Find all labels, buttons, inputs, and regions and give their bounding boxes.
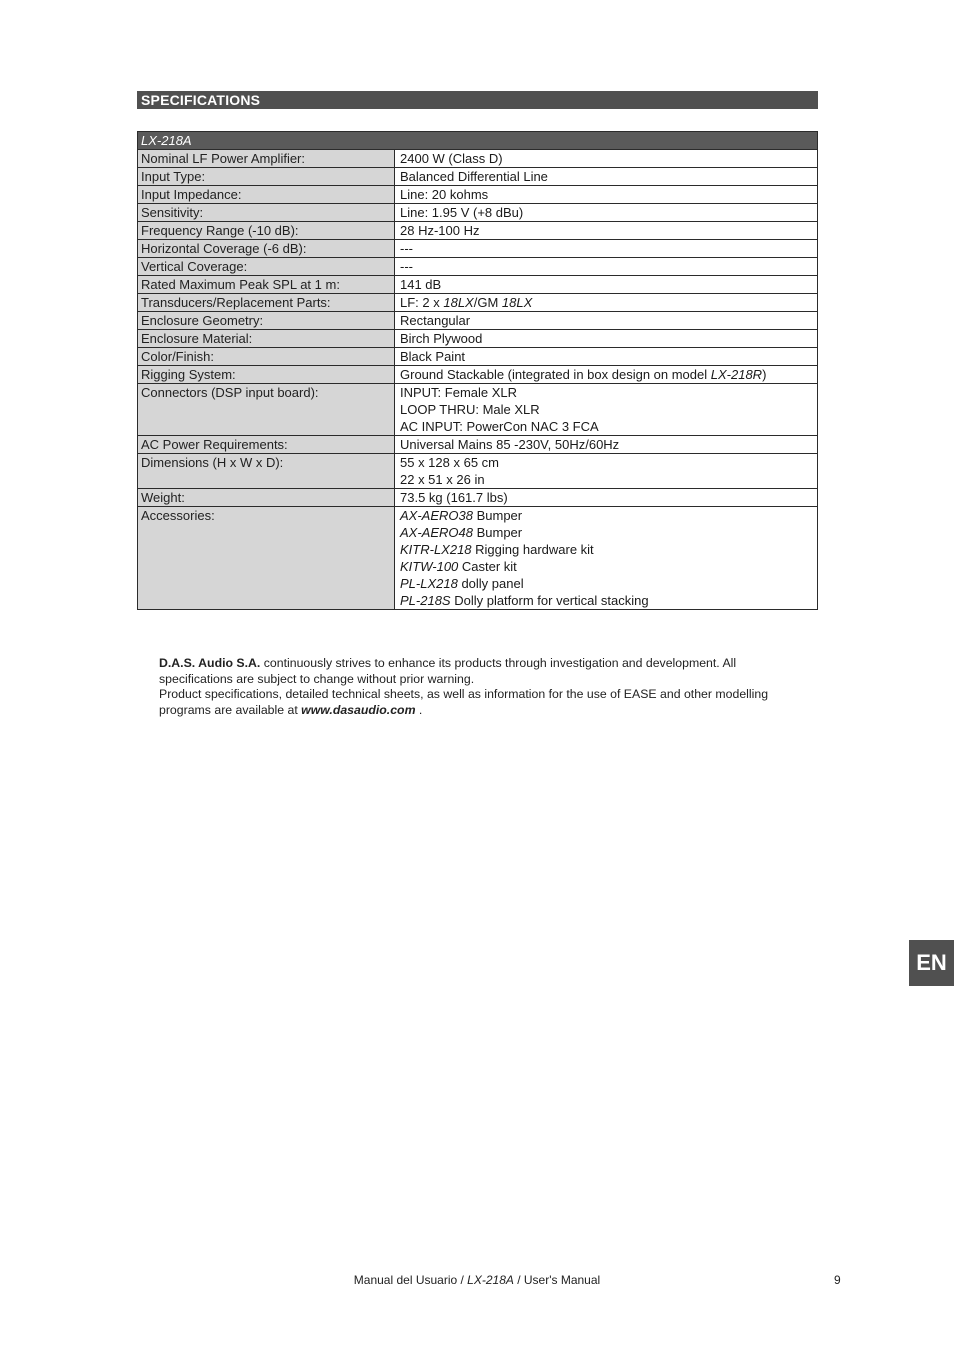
footer-left: Manual del Usuario / [353, 1273, 468, 1287]
spec-row-max-spl [138, 276, 818, 294]
accessory-model: PL-LX218 [400, 576, 458, 591]
dimension-line: 55 x 128 x 65 cm [400, 455, 499, 470]
accessory-item [400, 541, 814, 558]
spec-value [395, 294, 818, 312]
accessory-item [400, 592, 814, 609]
spec-value [395, 366, 818, 384]
accessory-model: AX-AERO48 [400, 525, 473, 540]
spec-label: Accessories: [138, 507, 395, 610]
rigging-model: LX-218R [710, 367, 763, 382]
specifications-table-body [138, 132, 818, 610]
note-paragraph-1 [137, 656, 787, 687]
replacement-model: 18LX [501, 295, 533, 310]
spec-row-enclosure-geometry [138, 312, 818, 330]
spec-row-sensitivity [138, 204, 818, 222]
accessory-model: KITW-100 [400, 559, 459, 574]
spec-label: Enclosure Material: [138, 330, 395, 348]
spec-value: 141 dB [395, 276, 818, 294]
spec-value: --- [395, 258, 818, 276]
disclaimer-notes [137, 656, 787, 718]
spec-row-nominal-lf-power [138, 150, 818, 168]
spec-row-accessories [138, 507, 818, 610]
language-tab: EN [909, 940, 954, 986]
page-footer [0, 1273, 954, 1287]
value-suffix: ) [762, 367, 767, 382]
accessory-desc: Dolly platform for vertical stacking [450, 593, 649, 608]
accessory-desc: Bumper [472, 525, 523, 540]
spec-value: --- [395, 240, 818, 258]
note-paragraph-2 [137, 687, 787, 718]
note-end: . [415, 702, 423, 717]
spec-label: Rigging System: [138, 366, 395, 384]
spec-label: Transducers/Replacement Parts: [138, 294, 395, 312]
note-text: Product specifications, detailed technical sheets, as well as information for the use of EASE and other modelling programs are available at [159, 687, 769, 717]
spec-value: 73.5 kg (161.7 lbs) [395, 489, 818, 507]
spec-value [395, 507, 818, 610]
spec-value: 28 Hz-100 Hz [395, 222, 818, 240]
spec-value: Line: 1.95 V (+8 dBu) [395, 204, 818, 222]
spec-label: AC Power Requirements: [138, 436, 395, 454]
spec-label: Frequency Range (-10 dB): [138, 222, 395, 240]
spec-row-dimensions [138, 454, 818, 489]
specifications-table [137, 131, 818, 610]
accessory-item [400, 575, 814, 592]
spec-row-weight [138, 489, 818, 507]
page-number: 9 [834, 1273, 841, 1287]
connector-line: LOOP THRU: Male XLR [400, 402, 540, 417]
connector-line: INPUT: Female XLR [400, 385, 518, 400]
spec-label: Horizontal Coverage (-6 dB): [138, 240, 395, 258]
company-name: D.A.S. Audio S.A. [159, 656, 261, 670]
dimension-line: 22 x 51 x 26 in [400, 472, 485, 487]
spec-row-horizontal-coverage [138, 240, 818, 258]
spec-label: Input Type: [138, 168, 395, 186]
accessory-item [400, 507, 814, 524]
spec-row-frequency-range [138, 222, 818, 240]
accessory-desc: Bumper [472, 508, 523, 523]
spec-label: Weight: [138, 489, 395, 507]
spec-row-color-finish [138, 348, 818, 366]
value-prefix: LF: 2 x [400, 295, 444, 310]
connector-line: AC INPUT: PowerCon NAC 3 FCA [400, 419, 599, 434]
model-name: LX-218A [138, 132, 818, 150]
spec-row-vertical-coverage [138, 258, 818, 276]
spec-value: Balanced Differential Line [395, 168, 818, 186]
spec-row-ac-power [138, 436, 818, 454]
transducer-model: 18LX [443, 295, 474, 310]
section-title: SPECIFICATIONS [137, 91, 818, 109]
note-text: continuously strives to enhance its products through investigation and development. All specifications are subject to change without prior warning. [159, 656, 737, 686]
table-header-row [138, 132, 818, 150]
accessory-model: PL-218S [400, 593, 451, 608]
spec-label: Enclosure Geometry: [138, 312, 395, 330]
accessory-item [400, 524, 814, 541]
accessory-model: AX-AERO38 [400, 508, 473, 523]
spec-value: Birch Plywood [395, 330, 818, 348]
accessory-desc: dolly panel [457, 576, 524, 591]
spec-value [395, 384, 818, 436]
value-prefix: Ground Stackable (integrated in box design on model [400, 367, 711, 382]
spec-row-connectors [138, 384, 818, 436]
accessory-item [400, 558, 814, 575]
spec-row-enclosure-material [138, 330, 818, 348]
spec-row-input-type [138, 168, 818, 186]
spec-label: Vertical Coverage: [138, 258, 395, 276]
spec-label: Dimensions (H x W x D): [138, 454, 395, 489]
spec-value [395, 454, 818, 489]
spec-row-transducers [138, 294, 818, 312]
spec-row-input-impedance [138, 186, 818, 204]
spec-value: Rectangular [395, 312, 818, 330]
accessory-model: KITR-LX218 [400, 542, 472, 557]
footer-model: LX-218A [467, 1273, 514, 1287]
accessory-desc: Caster kit [458, 559, 517, 574]
spec-row-rigging-system [138, 366, 818, 384]
spec-value: Black Paint [395, 348, 818, 366]
spec-value: Line: 20 kohms [395, 186, 818, 204]
website-link[interactable]: www.dasaudio.com [301, 702, 416, 717]
accessory-desc: Rigging hardware kit [471, 542, 594, 557]
spec-label: Nominal LF Power Amplifier: [138, 150, 395, 168]
footer-right: / User's Manual [513, 1273, 601, 1287]
spec-label: Input Impedance: [138, 186, 395, 204]
spec-label: Rated Maximum Peak SPL at 1 m: [138, 276, 395, 294]
spec-value: 2400 W (Class D) [395, 150, 818, 168]
value-mid: /GM [473, 295, 502, 310]
spec-label: Sensitivity: [138, 204, 395, 222]
spec-value: Universal Mains 85 -230V, 50Hz/60Hz [395, 436, 818, 454]
spec-label: Color/Finish: [138, 348, 395, 366]
spec-label: Connectors (DSP input board): [138, 384, 395, 436]
